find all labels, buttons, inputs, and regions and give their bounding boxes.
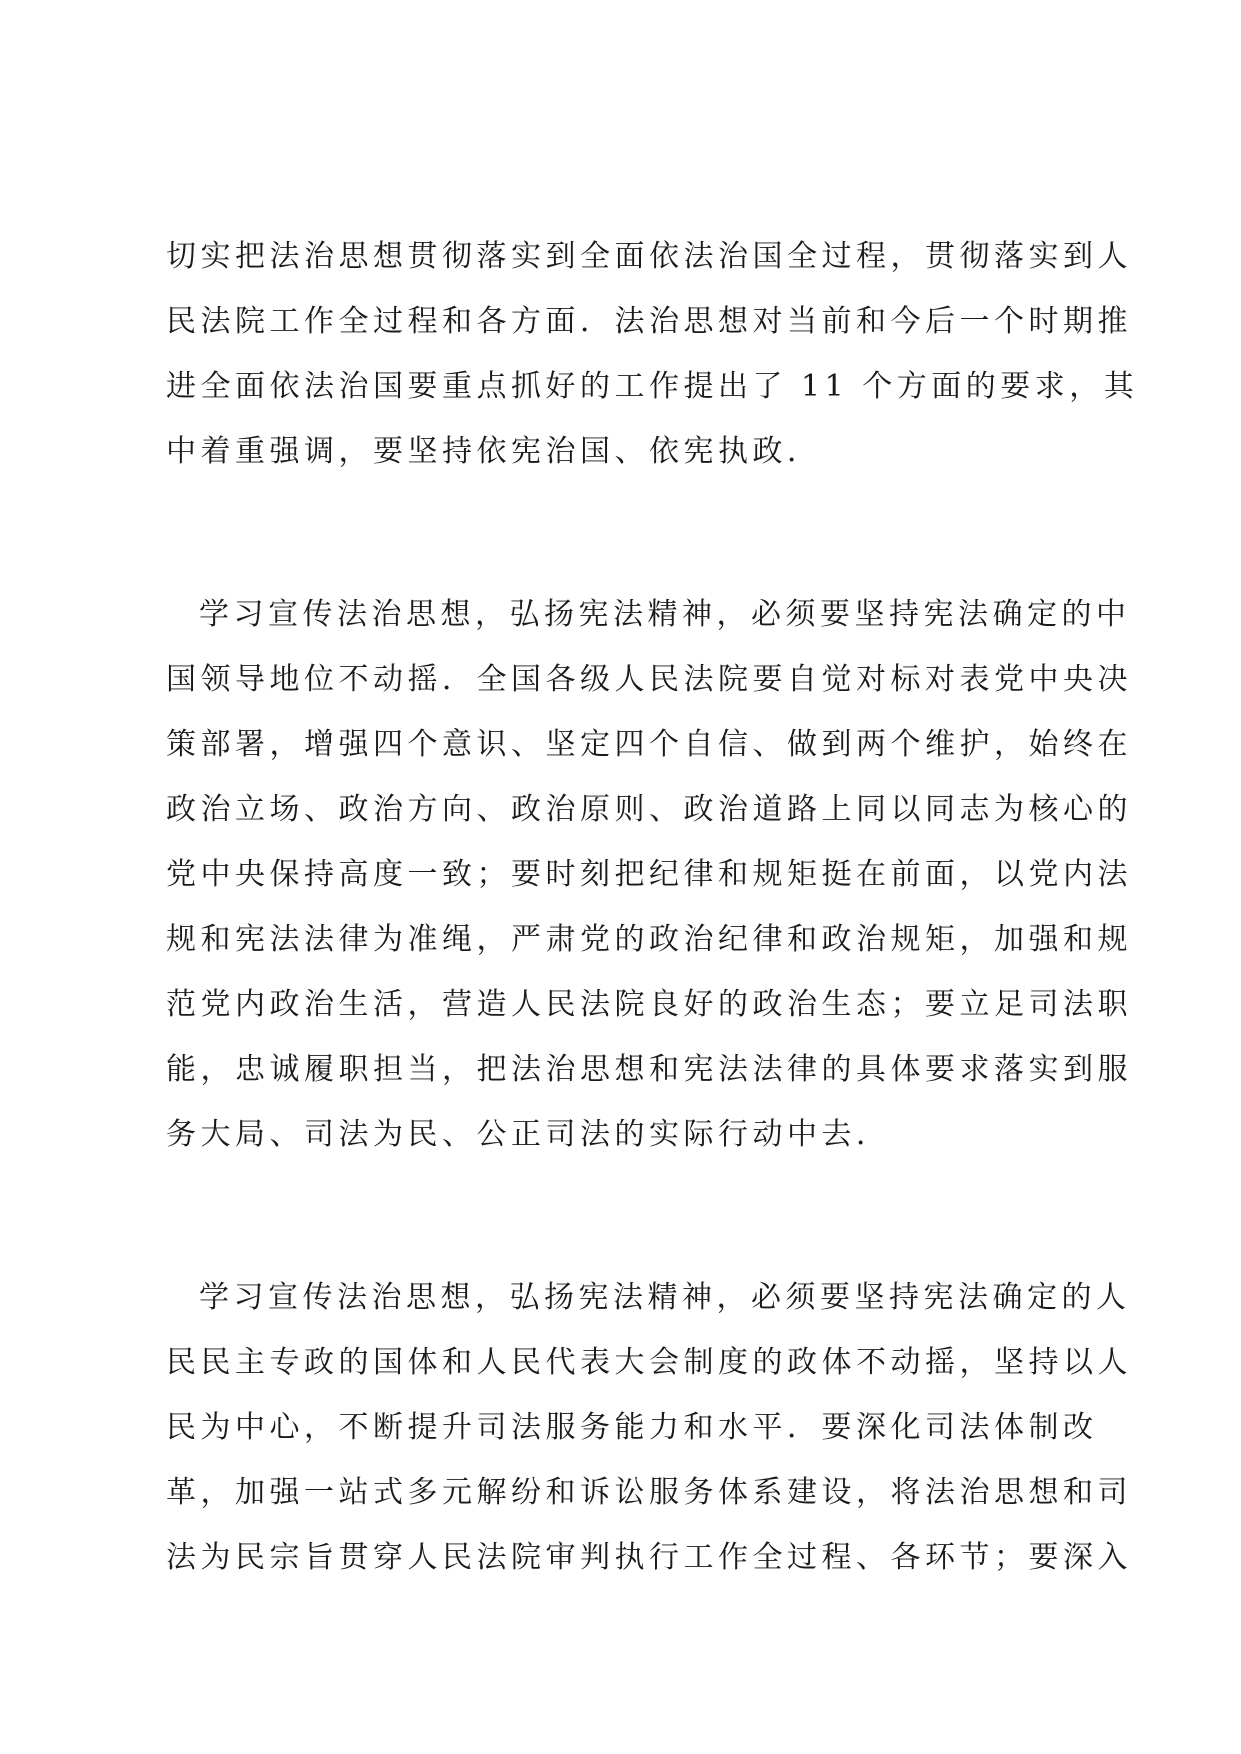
- text-line: 务大局、司法为民、公正司法的实际行动中去．: [166, 1117, 891, 1152]
- text-line: 中着重强调，要坚持依宪治国、依宪执政．: [166, 434, 822, 469]
- text-line: 范党内政治生活，营造人民法院良好的政治生态；要立足司法职: [166, 987, 1132, 1022]
- text-line: 进全面依法治国要重点抓好的工作提出了 11 个方面的要求，其: [166, 369, 1139, 404]
- paragraph-spacer: [166, 1167, 1096, 1265]
- text-line: 民民主专政的国体和人民代表大会制度的政体不动摇，坚持以人: [166, 1345, 1132, 1380]
- text-line: 党中央保持高度一致；要时刻把纪律和规矩挺在前面，以党内法: [166, 857, 1132, 892]
- paragraph-2: [166, 582, 1132, 1167]
- paragraph-3: [166, 1265, 1132, 1590]
- text-line: 革，加强一站式多元解纷和诉讼服务体系建设，将法治思想和司: [166, 1475, 1132, 1510]
- text-line: 策部署，增强四个意识、坚定四个自信、做到两个维护，始终在: [166, 727, 1132, 762]
- text-line: 学习宣传法治思想，弘扬宪法精神，必须要坚持宪法确定的人: [199, 1280, 1131, 1315]
- text-line: 民法院工作全过程和各方面．法治思想对当前和今后一个时期推: [166, 304, 1132, 339]
- text-line: 法为民宗旨贯穿人民法院审判执行工作全过程、各环节；要深入: [166, 1540, 1132, 1575]
- text-line: 国领导地位不动摇．全国各级人民法院要自觉对标对表党中央决: [166, 662, 1132, 697]
- text-line: 政治立场、政治方向、政治原则、政治道路上同以同志为核心的: [166, 792, 1132, 827]
- text-line: 能，忠诚履职担当，把法治思想和宪法法律的具体要求落实到服: [166, 1052, 1132, 1087]
- text-line: 规和宪法法律为准绳，严肃党的政治纪律和政治规矩，加强和规: [166, 922, 1132, 957]
- document-body: [166, 224, 1139, 1590]
- text-line: 学习宣传法治思想，弘扬宪法精神，必须要坚持宪法确定的中: [199, 597, 1131, 632]
- paragraph-1: [166, 224, 1139, 484]
- text-line: 切实把法治思想贯彻落实到全面依法治国全过程，贯彻落实到人: [166, 239, 1132, 274]
- text-line: 民为中心，不断提升司法服务能力和水平．要深化司法体制改: [166, 1410, 1098, 1445]
- paragraph-spacer: [166, 484, 1096, 582]
